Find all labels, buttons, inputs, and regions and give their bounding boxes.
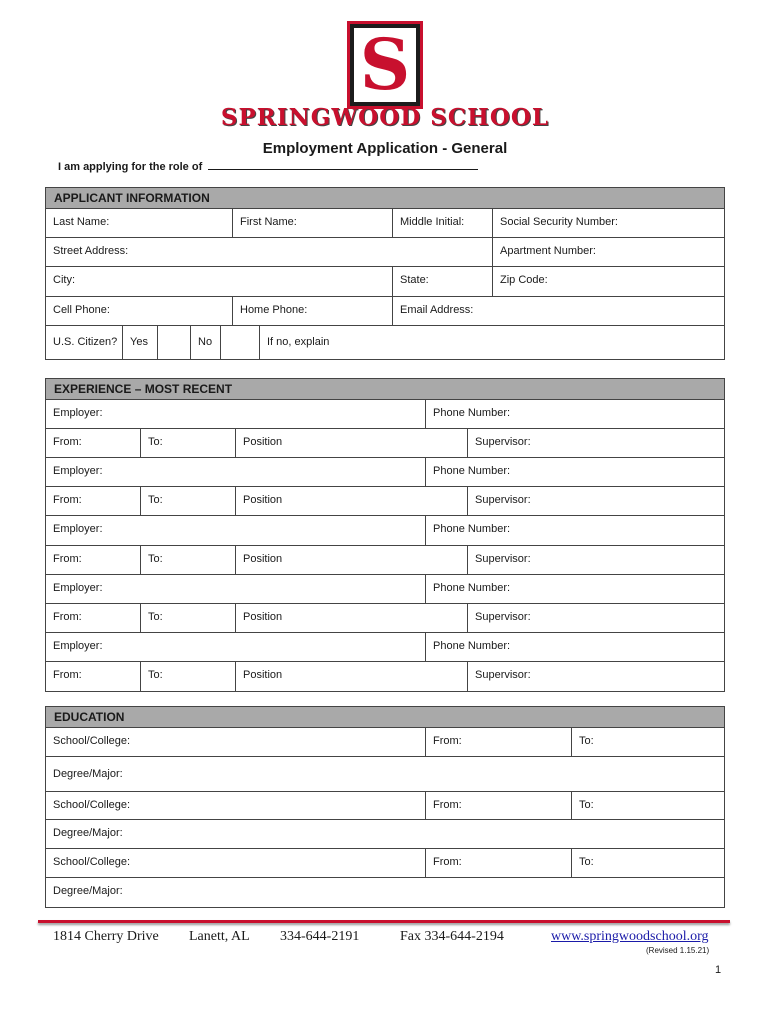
supervisor-field[interactable]: Supervisor:: [475, 494, 531, 506]
employer-phone-field[interactable]: Phone Number:: [433, 407, 511, 419]
school-to-field[interactable]: To:: [579, 799, 594, 811]
applicant-row-name: [46, 209, 724, 238]
dates-row-5: [46, 662, 724, 691]
school-college-field[interactable]: School/College:: [46, 728, 426, 756]
employer-row-3: [46, 516, 724, 546]
employer-field[interactable]: Employer:: [46, 633, 426, 661]
to-field[interactable]: To:: [141, 429, 236, 457]
applicant-section: [45, 187, 725, 360]
school-from-field[interactable]: From:: [426, 792, 572, 819]
cell-phone-field[interactable]: Cell Phone:: [46, 297, 233, 325]
from-field[interactable]: From:: [46, 487, 141, 515]
employer-row-4: [46, 575, 724, 604]
dates-row-1: [46, 429, 724, 458]
supervisor-field[interactable]: Supervisor:: [475, 669, 531, 681]
school-name: SPRINGWOOD SCHOOL: [220, 104, 550, 131]
footer-fax: Fax 334-644-2194: [400, 929, 504, 944]
citizen-no-checkbox[interactable]: [221, 326, 260, 359]
experience-section: [45, 378, 725, 692]
footer-phone: 334-644-2191: [280, 929, 360, 944]
employer-field[interactable]: Employer:: [46, 458, 426, 486]
to-field[interactable]: To:: [141, 662, 236, 691]
school-to-field[interactable]: To:: [579, 856, 594, 868]
home-phone-field[interactable]: Home Phone:: [233, 297, 393, 325]
zip-code-field[interactable]: Zip Code:: [500, 274, 548, 286]
education-section-heading: EDUCATION: [46, 707, 724, 728]
dates-row-2: [46, 487, 724, 516]
position-field[interactable]: Position: [236, 604, 468, 632]
role-input[interactable]: [208, 160, 478, 170]
employer-phone-field[interactable]: Phone Number:: [433, 582, 511, 594]
employer-field[interactable]: Employer:: [46, 575, 426, 603]
position-field[interactable]: Position: [236, 487, 468, 515]
form-title: Employment Application - General: [262, 140, 508, 157]
from-field[interactable]: From:: [46, 546, 141, 574]
revised-date: (Revised 1.15.21): [646, 946, 710, 955]
dates-row-3: [46, 546, 724, 575]
role-line: [58, 160, 478, 173]
dates-row-4: [46, 604, 724, 633]
degree-row-1: [46, 757, 724, 792]
to-field[interactable]: To:: [141, 487, 236, 515]
employer-phone-field[interactable]: Phone Number:: [433, 640, 511, 652]
city-field[interactable]: City:: [46, 267, 393, 296]
footer-website-link[interactable]: www.springwoodschool.org: [551, 929, 709, 944]
footer-city: Lanett, AL: [189, 929, 250, 944]
school-row-1: [46, 728, 724, 757]
role-prompt: I am applying for the role of: [58, 161, 203, 173]
experience-section-heading: EXPERIENCE – MOST RECENT: [46, 379, 724, 400]
street-address-field[interactable]: Street Address:: [46, 238, 493, 266]
degree-row-2: [46, 820, 724, 849]
applicant-row-citizen: [46, 326, 724, 359]
to-field[interactable]: To:: [141, 604, 236, 632]
school-from-field[interactable]: From:: [426, 849, 572, 877]
ssn-field[interactable]: Social Security Number:: [500, 216, 618, 228]
employer-row-2: [46, 458, 724, 487]
email-address-field[interactable]: Email Address:: [400, 304, 474, 316]
education-section: [45, 706, 725, 908]
degree-major-field[interactable]: Degree/Major:: [53, 885, 123, 897]
page-number: 1: [715, 964, 722, 976]
to-field[interactable]: To:: [141, 546, 236, 574]
school-row-2: [46, 792, 724, 820]
footer-address: 1814 Cherry Drive: [53, 929, 159, 944]
school-to-field[interactable]: To:: [579, 735, 594, 747]
degree-major-field[interactable]: Degree/Major:: [53, 827, 123, 839]
apartment-number-field[interactable]: Apartment Number:: [500, 245, 596, 257]
employer-row-1: [46, 400, 724, 429]
school-college-field[interactable]: School/College:: [46, 849, 426, 877]
position-field[interactable]: Position: [236, 429, 468, 457]
state-field[interactable]: State:: [393, 267, 493, 296]
applicant-row-city: [46, 267, 724, 297]
from-field[interactable]: From:: [46, 662, 141, 691]
us-citizen-label: U.S. Citizen?: [46, 326, 123, 359]
supervisor-field[interactable]: Supervisor:: [475, 611, 531, 623]
school-row-3: [46, 849, 724, 878]
footer-divider: [38, 920, 730, 923]
employer-field[interactable]: Employer:: [46, 516, 426, 545]
last-name-field[interactable]: Last Name:: [46, 209, 233, 237]
citizen-explain-field[interactable]: If no, explain: [267, 336, 330, 348]
middle-initial-field[interactable]: Middle Initial:: [393, 209, 493, 237]
applicant-row-phone: [46, 297, 724, 326]
employer-phone-field[interactable]: Phone Number:: [433, 523, 511, 535]
supervisor-field[interactable]: Supervisor:: [475, 553, 531, 565]
from-field[interactable]: From:: [46, 604, 141, 632]
citizen-no-label: No: [191, 326, 221, 359]
degree-row-3: [46, 878, 724, 907]
employer-phone-field[interactable]: Phone Number:: [433, 465, 511, 477]
school-logo: [0, 24, 770, 106]
degree-major-field[interactable]: Degree/Major:: [53, 768, 123, 780]
supervisor-field[interactable]: Supervisor:: [475, 436, 531, 448]
school-college-field[interactable]: School/College:: [46, 792, 426, 819]
applicant-section-heading: APPLICANT INFORMATION: [46, 188, 724, 209]
from-field[interactable]: From:: [46, 429, 141, 457]
citizen-yes-checkbox[interactable]: [158, 326, 191, 359]
position-field[interactable]: Position: [236, 662, 468, 691]
employer-row-5: [46, 633, 724, 662]
position-field[interactable]: Position: [236, 546, 468, 574]
employer-field[interactable]: Employer:: [46, 400, 426, 428]
logo-letter: S: [350, 24, 420, 106]
citizen-yes-label: Yes: [123, 326, 158, 359]
first-name-field[interactable]: First Name:: [233, 209, 393, 237]
applicant-row-address: [46, 238, 724, 267]
school-from-field[interactable]: From:: [426, 728, 572, 756]
